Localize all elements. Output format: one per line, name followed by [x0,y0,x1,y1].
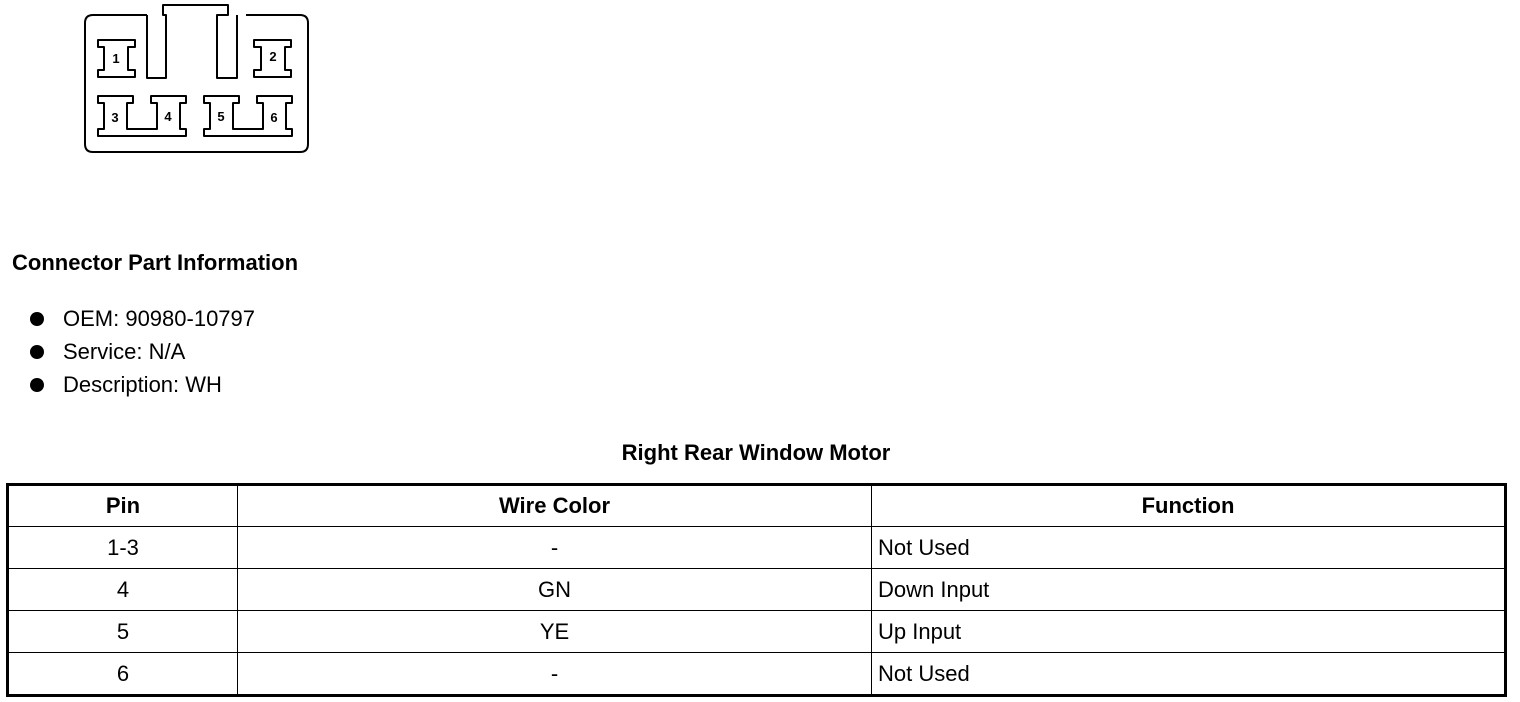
pin-table [6,483,1507,697]
part-info-item-oem [28,306,255,339]
pin-label-2: 2 [269,49,277,64]
cell-wire-color: - [238,653,872,696]
cell-function: Down Input [872,569,1506,611]
part-info-heading: Connector Part Information [12,250,299,275]
cell-pin: 4 [8,569,238,611]
column-header-wire-color: Wire Color [238,485,872,527]
table-row [8,527,1506,569]
pin-label-6: 6 [270,110,278,125]
cell-wire-color: - [238,527,872,569]
table-row [8,653,1506,696]
cell-function: Up Input [872,611,1506,653]
pin-label-4: 4 [164,109,172,124]
pin-label-1: 1 [112,51,120,66]
cell-wire-color: YE [238,611,872,653]
part-info-list [28,306,255,405]
pin-label-3: 3 [111,110,119,125]
cell-function: Not Used [872,653,1506,696]
cell-function: Not Used [872,527,1506,569]
part-info-item-description [28,372,255,405]
connector-face-diagram [80,2,316,158]
table-row [8,569,1506,611]
pin-table-title: Right Rear Window Motor [621,440,891,465]
table-row [8,611,1506,653]
column-header-function: Function [872,485,1506,527]
bullet-icon [30,378,44,392]
cell-pin: 1-3 [8,527,238,569]
bullet-icon [30,345,44,359]
part-info-oem-text: OEM: 90980-10797 [63,306,256,331]
part-info-service-text: Service: N/A [63,339,186,364]
column-header-pin: Pin [8,485,238,527]
cell-pin: 5 [8,611,238,653]
connector-lock-tab [147,5,237,78]
bullet-icon [30,312,44,326]
pin-table-header-row [8,485,1506,527]
cell-wire-color: GN [238,569,872,611]
cell-pin: 6 [8,653,238,696]
part-info-description-text: Description: WH [63,372,222,397]
pin-label-5: 5 [217,109,225,124]
connector-housing [85,15,308,152]
part-info-item-service [28,339,255,372]
